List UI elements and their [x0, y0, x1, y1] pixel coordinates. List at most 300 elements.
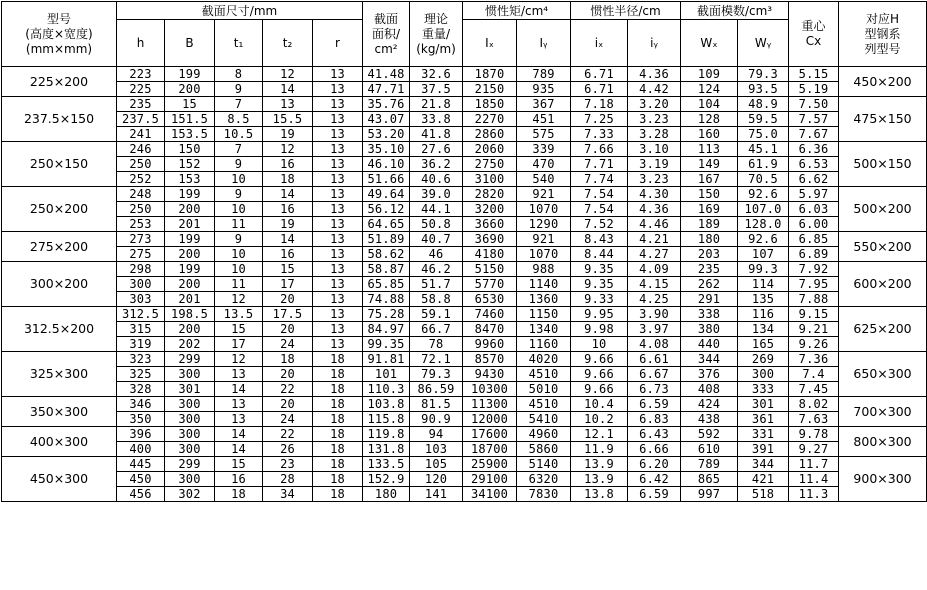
value-cell: 269 [738, 352, 789, 367]
value-cell: 5140 [517, 457, 571, 472]
value-cell: 8470 [463, 322, 517, 337]
value-cell: 99.35 [363, 337, 410, 352]
table-row [2, 487, 927, 502]
value-cell: 451 [517, 112, 571, 127]
value-cell: 180 [681, 232, 738, 247]
value-cell: 15.5 [263, 112, 313, 127]
value-cell: 13 [313, 322, 363, 337]
h-series-cell: 500×150 [839, 142, 927, 187]
value-cell: 13 [313, 142, 363, 157]
value-cell: 346 [117, 397, 165, 412]
value-cell: 20 [263, 292, 313, 307]
value-cell: 124 [681, 82, 738, 97]
value-cell: 7.25 [571, 112, 628, 127]
value-cell: 13 [263, 97, 313, 112]
value-cell: 300 [165, 367, 215, 382]
value-cell: 153 [165, 172, 215, 187]
value-cell: 300 [165, 427, 215, 442]
type-cell: 325×300 [2, 352, 117, 397]
value-cell: 301 [165, 382, 215, 397]
value-cell: 6530 [463, 292, 517, 307]
value-cell: 7.57 [789, 112, 839, 127]
value-cell: 6.73 [628, 382, 681, 397]
value-cell: 6.53 [789, 157, 839, 172]
value-cell: 246 [117, 142, 165, 157]
value-cell: 4.42 [628, 82, 681, 97]
value-cell: 199 [165, 187, 215, 202]
table-row [2, 232, 927, 247]
value-cell: 7.33 [571, 127, 628, 142]
value-cell: 200 [165, 202, 215, 217]
value-cell: 41.48 [363, 67, 410, 82]
value-cell: 1340 [517, 322, 571, 337]
value-cell: 253 [117, 217, 165, 232]
value-cell: 4.46 [628, 217, 681, 232]
value-cell: 3100 [463, 172, 517, 187]
value-cell: 2150 [463, 82, 517, 97]
value-cell: 421 [738, 472, 789, 487]
value-cell: 18 [313, 397, 363, 412]
value-cell: 223 [117, 67, 165, 82]
value-cell: 921 [517, 187, 571, 202]
value-cell: 10.2 [571, 412, 628, 427]
value-cell: 6.20 [628, 457, 681, 472]
value-cell: 300 [165, 442, 215, 457]
value-cell: 9 [215, 157, 263, 172]
value-cell: 92.6 [738, 187, 789, 202]
value-cell: 6320 [517, 472, 571, 487]
value-cell: 41.8 [410, 127, 463, 142]
value-cell: 789 [681, 457, 738, 472]
h-series-cell: 900×300 [839, 457, 927, 502]
value-cell: 18 [313, 367, 363, 382]
value-cell: 225 [117, 82, 165, 97]
value-cell: 107.0 [738, 202, 789, 217]
value-cell: 9.35 [571, 262, 628, 277]
table-row [2, 367, 927, 382]
value-cell: 9.95 [571, 307, 628, 322]
table-row [2, 202, 927, 217]
h-series-cell: 650×300 [839, 352, 927, 397]
value-cell: 575 [517, 127, 571, 142]
value-cell: 59.1 [410, 307, 463, 322]
value-cell: 6.59 [628, 487, 681, 502]
type-cell: 275×200 [2, 232, 117, 262]
value-cell: 7.52 [571, 217, 628, 232]
value-cell: 61.9 [738, 157, 789, 172]
value-cell: 17.5 [263, 307, 313, 322]
value-cell: 7 [215, 97, 263, 112]
value-cell: 13.8 [571, 487, 628, 502]
value-cell: 70.5 [738, 172, 789, 187]
value-cell: 109 [681, 67, 738, 82]
value-cell: 199 [165, 262, 215, 277]
value-cell: 5.15 [789, 67, 839, 82]
value-cell: 3.19 [628, 157, 681, 172]
value-cell: 9.66 [571, 367, 628, 382]
value-cell: 1850 [463, 97, 517, 112]
value-cell: 200 [165, 322, 215, 337]
value-cell: 300 [165, 412, 215, 427]
value-cell: 29100 [463, 472, 517, 487]
value-cell: 79.3 [410, 367, 463, 382]
value-cell: 7.88 [789, 292, 839, 307]
value-cell: 46.2 [410, 262, 463, 277]
value-cell: 47.71 [363, 82, 410, 97]
value-cell: 338 [681, 307, 738, 322]
value-cell: 5010 [517, 382, 571, 397]
value-cell: 2060 [463, 142, 517, 157]
col-r: r [313, 20, 363, 67]
value-cell: 5410 [517, 412, 571, 427]
value-cell: 8.44 [571, 247, 628, 262]
value-cell: 11.4 [789, 472, 839, 487]
value-cell: 84.97 [363, 322, 410, 337]
value-cell: 120 [410, 472, 463, 487]
value-cell: 7.95 [789, 277, 839, 292]
value-cell: 18 [313, 412, 363, 427]
value-cell: 10 [215, 202, 263, 217]
value-cell: 5150 [463, 262, 517, 277]
value-cell: 540 [517, 172, 571, 187]
value-cell: 16 [263, 247, 313, 262]
value-cell: 12.1 [571, 427, 628, 442]
value-cell: 133.5 [363, 457, 410, 472]
value-cell: 3.90 [628, 307, 681, 322]
value-cell: 4510 [517, 367, 571, 382]
type-cell: 225×200 [2, 67, 117, 97]
table-row [2, 337, 927, 352]
value-cell: 33.8 [410, 112, 463, 127]
value-cell: 1150 [517, 307, 571, 322]
value-cell: 7.4 [789, 367, 839, 382]
value-cell: 7.54 [571, 187, 628, 202]
value-cell: 11300 [463, 397, 517, 412]
value-cell: 12 [263, 67, 313, 82]
value-cell: 6.89 [789, 247, 839, 262]
col-Ix: Iₓ [463, 20, 517, 67]
value-cell: 18 [313, 442, 363, 457]
value-cell: 13 [313, 82, 363, 97]
value-cell: 13 [313, 112, 363, 127]
value-cell: 235 [117, 97, 165, 112]
value-cell: 5860 [517, 442, 571, 457]
value-cell: 13 [313, 292, 363, 307]
table-row [2, 457, 927, 472]
value-cell: 262 [681, 277, 738, 292]
value-cell: 15 [215, 457, 263, 472]
value-cell: 45.1 [738, 142, 789, 157]
value-cell: 440 [681, 337, 738, 352]
value-cell: 7460 [463, 307, 517, 322]
value-cell: 6.83 [628, 412, 681, 427]
value-cell: 86.59 [410, 382, 463, 397]
value-cell: 72.1 [410, 352, 463, 367]
value-cell: 7.92 [789, 262, 839, 277]
value-cell: 18 [263, 172, 313, 187]
value-cell: 5.97 [789, 187, 839, 202]
value-cell: 1360 [517, 292, 571, 307]
value-cell: 12 [215, 292, 263, 307]
value-cell: 7.54 [571, 202, 628, 217]
value-cell: 14 [215, 442, 263, 457]
value-cell: 13.5 [215, 307, 263, 322]
value-cell: 13 [313, 217, 363, 232]
value-cell: 107 [738, 247, 789, 262]
value-cell: 14 [263, 82, 313, 97]
table-row [2, 97, 927, 112]
value-cell: 152.9 [363, 472, 410, 487]
value-cell: 15 [215, 322, 263, 337]
value-cell: 74.88 [363, 292, 410, 307]
col-t1: t₁ [215, 20, 263, 67]
value-cell: 51.7 [410, 277, 463, 292]
value-cell: 235 [681, 262, 738, 277]
value-cell: 610 [681, 442, 738, 457]
value-cell: 350 [117, 412, 165, 427]
value-cell: 9.21 [789, 322, 839, 337]
value-cell: 331 [738, 427, 789, 442]
value-cell: 103 [410, 442, 463, 457]
value-cell: 303 [117, 292, 165, 307]
value-cell: 15 [263, 262, 313, 277]
table-row [2, 352, 927, 367]
value-cell: 116 [738, 307, 789, 322]
value-cell: 3.20 [628, 97, 681, 112]
value-cell: 13 [215, 412, 263, 427]
value-cell: 160 [681, 127, 738, 142]
value-cell: 4.36 [628, 67, 681, 82]
value-cell: 4.36 [628, 202, 681, 217]
value-cell: 13 [313, 232, 363, 247]
table-row [2, 412, 927, 427]
value-cell: 12000 [463, 412, 517, 427]
value-cell: 167 [681, 172, 738, 187]
value-cell: 169 [681, 202, 738, 217]
value-cell: 13.9 [571, 457, 628, 472]
value-cell: 424 [681, 397, 738, 412]
value-cell: 456 [117, 487, 165, 502]
value-cell: 9.15 [789, 307, 839, 322]
value-cell: 12 [263, 142, 313, 157]
value-cell: 438 [681, 412, 738, 427]
value-cell: 5770 [463, 277, 517, 292]
area-header: 截面 面积/ cm² [363, 2, 410, 67]
table-row [2, 382, 927, 397]
value-cell: 14 [215, 382, 263, 397]
value-cell: 450 [117, 472, 165, 487]
type-cell: 400×300 [2, 427, 117, 457]
value-cell: 8.02 [789, 397, 839, 412]
value-cell: 141 [410, 487, 463, 502]
value-cell: 101 [363, 367, 410, 382]
type-cell: 300×200 [2, 262, 117, 307]
value-cell: 3.23 [628, 172, 681, 187]
value-cell: 11.7 [789, 457, 839, 472]
value-cell: 11.9 [571, 442, 628, 457]
type-cell: 237.5×150 [2, 97, 117, 142]
value-cell: 189 [681, 217, 738, 232]
value-cell: 13 [215, 367, 263, 382]
value-cell: 7.18 [571, 97, 628, 112]
value-cell: 315 [117, 322, 165, 337]
value-cell: 40.7 [410, 232, 463, 247]
type-cell: 250×150 [2, 142, 117, 187]
value-cell: 6.66 [628, 442, 681, 457]
value-cell: 11 [215, 217, 263, 232]
h-series-cell: 550×200 [839, 232, 927, 262]
col-h: h [117, 20, 165, 67]
value-cell: 165 [738, 337, 789, 352]
value-cell: 81.5 [410, 397, 463, 412]
value-cell: 13 [313, 337, 363, 352]
value-cell: 51.66 [363, 172, 410, 187]
value-cell: 53.20 [363, 127, 410, 142]
value-cell: 7.74 [571, 172, 628, 187]
value-cell: 7.66 [571, 142, 628, 157]
value-cell: 203 [681, 247, 738, 262]
value-cell: 13 [313, 277, 363, 292]
value-cell: 299 [165, 457, 215, 472]
table-row [2, 442, 927, 457]
value-cell: 7.50 [789, 97, 839, 112]
value-cell: 78 [410, 337, 463, 352]
table-row [2, 217, 927, 232]
table-row [2, 427, 927, 442]
value-cell: 10 [571, 337, 628, 352]
value-cell: 275 [117, 247, 165, 262]
value-cell: 2860 [463, 127, 517, 142]
value-cell: 16 [263, 157, 313, 172]
value-cell: 19 [263, 127, 313, 142]
value-cell: 445 [117, 457, 165, 472]
value-cell: 344 [738, 457, 789, 472]
value-cell: 152 [165, 157, 215, 172]
col-Wx: Wₓ [681, 20, 738, 67]
value-cell: 105 [410, 457, 463, 472]
value-cell: 3.10 [628, 142, 681, 157]
value-cell: 6.71 [571, 82, 628, 97]
value-cell: 113 [681, 142, 738, 157]
value-cell: 7830 [517, 487, 571, 502]
table-row [2, 307, 927, 322]
h-series-cell: 625×200 [839, 307, 927, 352]
value-cell: 592 [681, 427, 738, 442]
table-row [2, 127, 927, 142]
value-cell: 396 [117, 427, 165, 442]
value-cell: 18 [313, 472, 363, 487]
value-cell: 4020 [517, 352, 571, 367]
value-cell: 99.3 [738, 262, 789, 277]
value-cell: 248 [117, 187, 165, 202]
value-cell: 18 [313, 487, 363, 502]
value-cell: 9430 [463, 367, 517, 382]
value-cell: 22 [263, 427, 313, 442]
value-cell: 789 [517, 67, 571, 82]
value-cell: 93.5 [738, 82, 789, 97]
modulus-header: 截面模数/cm³ [681, 2, 789, 20]
h-series-cell: 450×200 [839, 67, 927, 97]
value-cell: 367 [517, 97, 571, 112]
value-cell: 10 [215, 262, 263, 277]
value-cell: 13 [313, 187, 363, 202]
value-cell: 2820 [463, 187, 517, 202]
centroid-header: 重心 Cx [789, 2, 839, 67]
table-row [2, 82, 927, 97]
value-cell: 865 [681, 472, 738, 487]
table-body [2, 67, 927, 502]
value-cell: 44.1 [410, 202, 463, 217]
value-cell: 17600 [463, 427, 517, 442]
value-cell: 37.5 [410, 82, 463, 97]
value-cell: 149 [681, 157, 738, 172]
value-cell: 300 [165, 397, 215, 412]
value-cell: 9.35 [571, 277, 628, 292]
type-cell: 350×300 [2, 397, 117, 427]
value-cell: 24 [263, 412, 313, 427]
value-cell: 135 [738, 292, 789, 307]
col-t2: t₂ [263, 20, 313, 67]
value-cell: 202 [165, 337, 215, 352]
value-cell: 6.03 [789, 202, 839, 217]
value-cell: 20 [263, 322, 313, 337]
value-cell: 10 [215, 172, 263, 187]
value-cell: 198.5 [165, 307, 215, 322]
table-row [2, 247, 927, 262]
value-cell: 13 [313, 307, 363, 322]
value-cell: 7 [215, 142, 263, 157]
value-cell: 56.12 [363, 202, 410, 217]
table-row [2, 172, 927, 187]
value-cell: 12 [215, 352, 263, 367]
value-cell: 300 [165, 472, 215, 487]
value-cell: 25900 [463, 457, 517, 472]
table-header [2, 2, 927, 67]
value-cell: 75.0 [738, 127, 789, 142]
value-cell: 921 [517, 232, 571, 247]
value-cell: 6.43 [628, 427, 681, 442]
value-cell: 19 [263, 217, 313, 232]
value-cell: 18 [263, 352, 313, 367]
value-cell: 6.42 [628, 472, 681, 487]
value-cell: 4.27 [628, 247, 681, 262]
value-cell: 9.27 [789, 442, 839, 457]
value-cell: 6.85 [789, 232, 839, 247]
value-cell: 8.5 [215, 112, 263, 127]
value-cell: 8570 [463, 352, 517, 367]
value-cell: 59.5 [738, 112, 789, 127]
h-series-header: 对应H 型钢系 列型号 [839, 2, 927, 67]
value-cell: 16 [215, 472, 263, 487]
value-cell: 14 [215, 427, 263, 442]
value-cell: 1870 [463, 67, 517, 82]
value-cell: 328 [117, 382, 165, 397]
value-cell: 6.61 [628, 352, 681, 367]
value-cell: 134 [738, 322, 789, 337]
col-ix: iₓ [571, 20, 628, 67]
value-cell: 32.6 [410, 67, 463, 82]
value-cell: 46 [410, 247, 463, 262]
value-cell: 153.5 [165, 127, 215, 142]
value-cell: 344 [681, 352, 738, 367]
table-row [2, 142, 927, 157]
value-cell: 13 [313, 172, 363, 187]
table-row [2, 262, 927, 277]
value-cell: 339 [517, 142, 571, 157]
value-cell: 15 [165, 97, 215, 112]
type-cell: 250×200 [2, 187, 117, 232]
value-cell: 65.85 [363, 277, 410, 292]
